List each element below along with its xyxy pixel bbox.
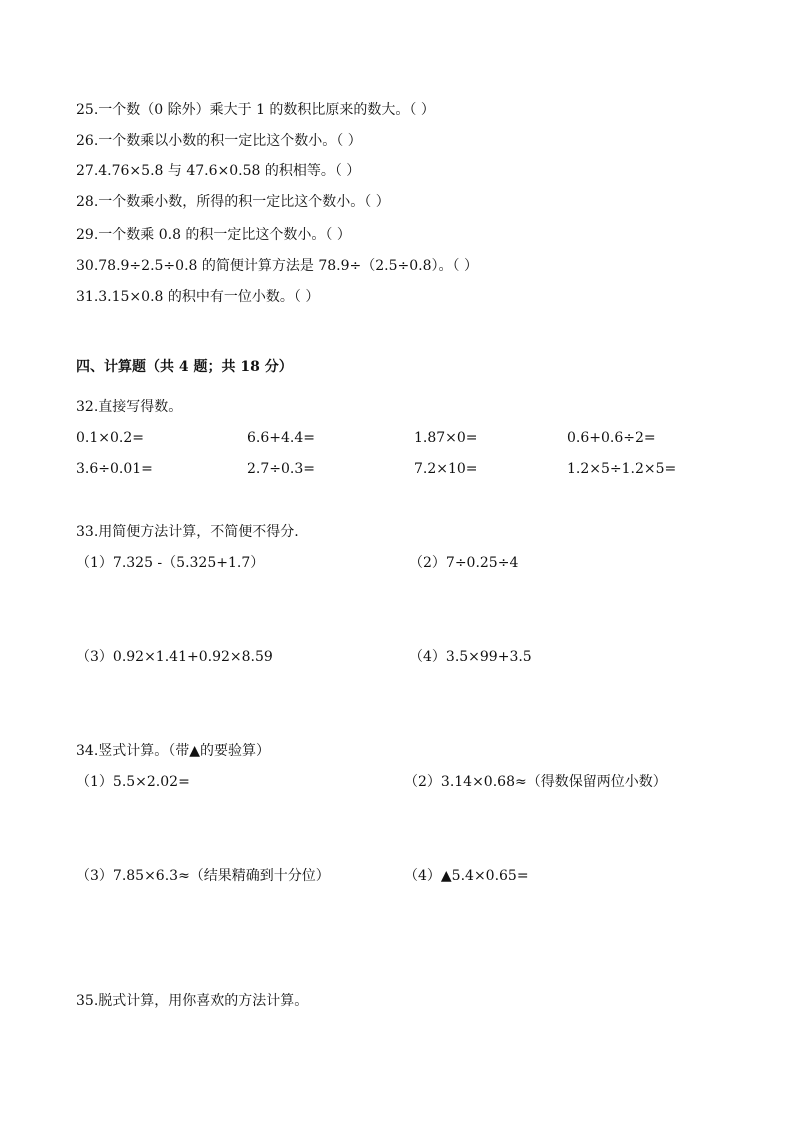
q33-item: （4）3.5×99+3.5 <box>409 649 532 665</box>
question-26: 26.一个数乘以小数的积一定比这个数小。（ ） <box>76 133 362 149</box>
q34-item: （1）5.5×2.02= <box>76 774 190 790</box>
q32-item: 6.6+4.4= <box>247 430 315 446</box>
q34-item: （2）3.14×0.68≈（得数保留两位小数） <box>404 774 667 790</box>
question-35-title: 35.脱式计算，用你喜欢的方法计算。 <box>76 993 309 1009</box>
q32-item: 2.7÷0.3= <box>247 461 315 477</box>
section-title: 四、计算题（共 4 题；共 18 分） <box>76 359 293 375</box>
question-34-title: 34.竖式计算。（带▲的要验算） <box>76 743 271 759</box>
question-29: 29.一个数乘 0.8 的积一定比这个数小。（ ） <box>76 227 351 243</box>
question-32-title: 32.直接写得数。 <box>76 399 183 415</box>
q34-item: （3）7.85×6.3≈（结果精确到十分位） <box>76 868 330 884</box>
q34-item: （4）▲5.4×0.65= <box>404 868 529 884</box>
q32-item: 0.1×0.2= <box>76 430 144 446</box>
q33-item: （1）7.325 -（5.325+1.7） <box>76 555 265 571</box>
q32-item: 0.6+0.6÷2= <box>567 430 656 446</box>
q32-item: 1.2×5÷1.2×5= <box>567 461 677 477</box>
q33-item: （2）7÷0.25÷4 <box>409 555 519 571</box>
q33-item: （3）0.92×1.41+0.92×8.59 <box>76 649 273 665</box>
question-30: 30.78.9÷2.5÷0.8 的简便计算方法是 78.9÷（2.5÷0.8）。（ ） <box>76 258 478 274</box>
q32-item: 1.87×0= <box>414 430 478 446</box>
question-25: 25.一个数（0 除外）乘大于 1 的数积比原来的数大。（ ） <box>76 102 435 118</box>
question-31: 31.3.15×0.8 的积中有一位小数。（ ） <box>76 289 320 305</box>
question-28: 28.一个数乘小数，所得的积一定比这个数小。（ ） <box>76 194 390 210</box>
q32-item: 3.6÷0.01= <box>76 461 153 477</box>
q32-item: 7.2×10= <box>414 461 478 477</box>
question-33-title: 33.用简便方法计算，不简便不得分. <box>76 524 299 540</box>
question-27: 27.4.76×5.8 与 47.6×0.58 的积相等。（ ） <box>76 163 361 179</box>
